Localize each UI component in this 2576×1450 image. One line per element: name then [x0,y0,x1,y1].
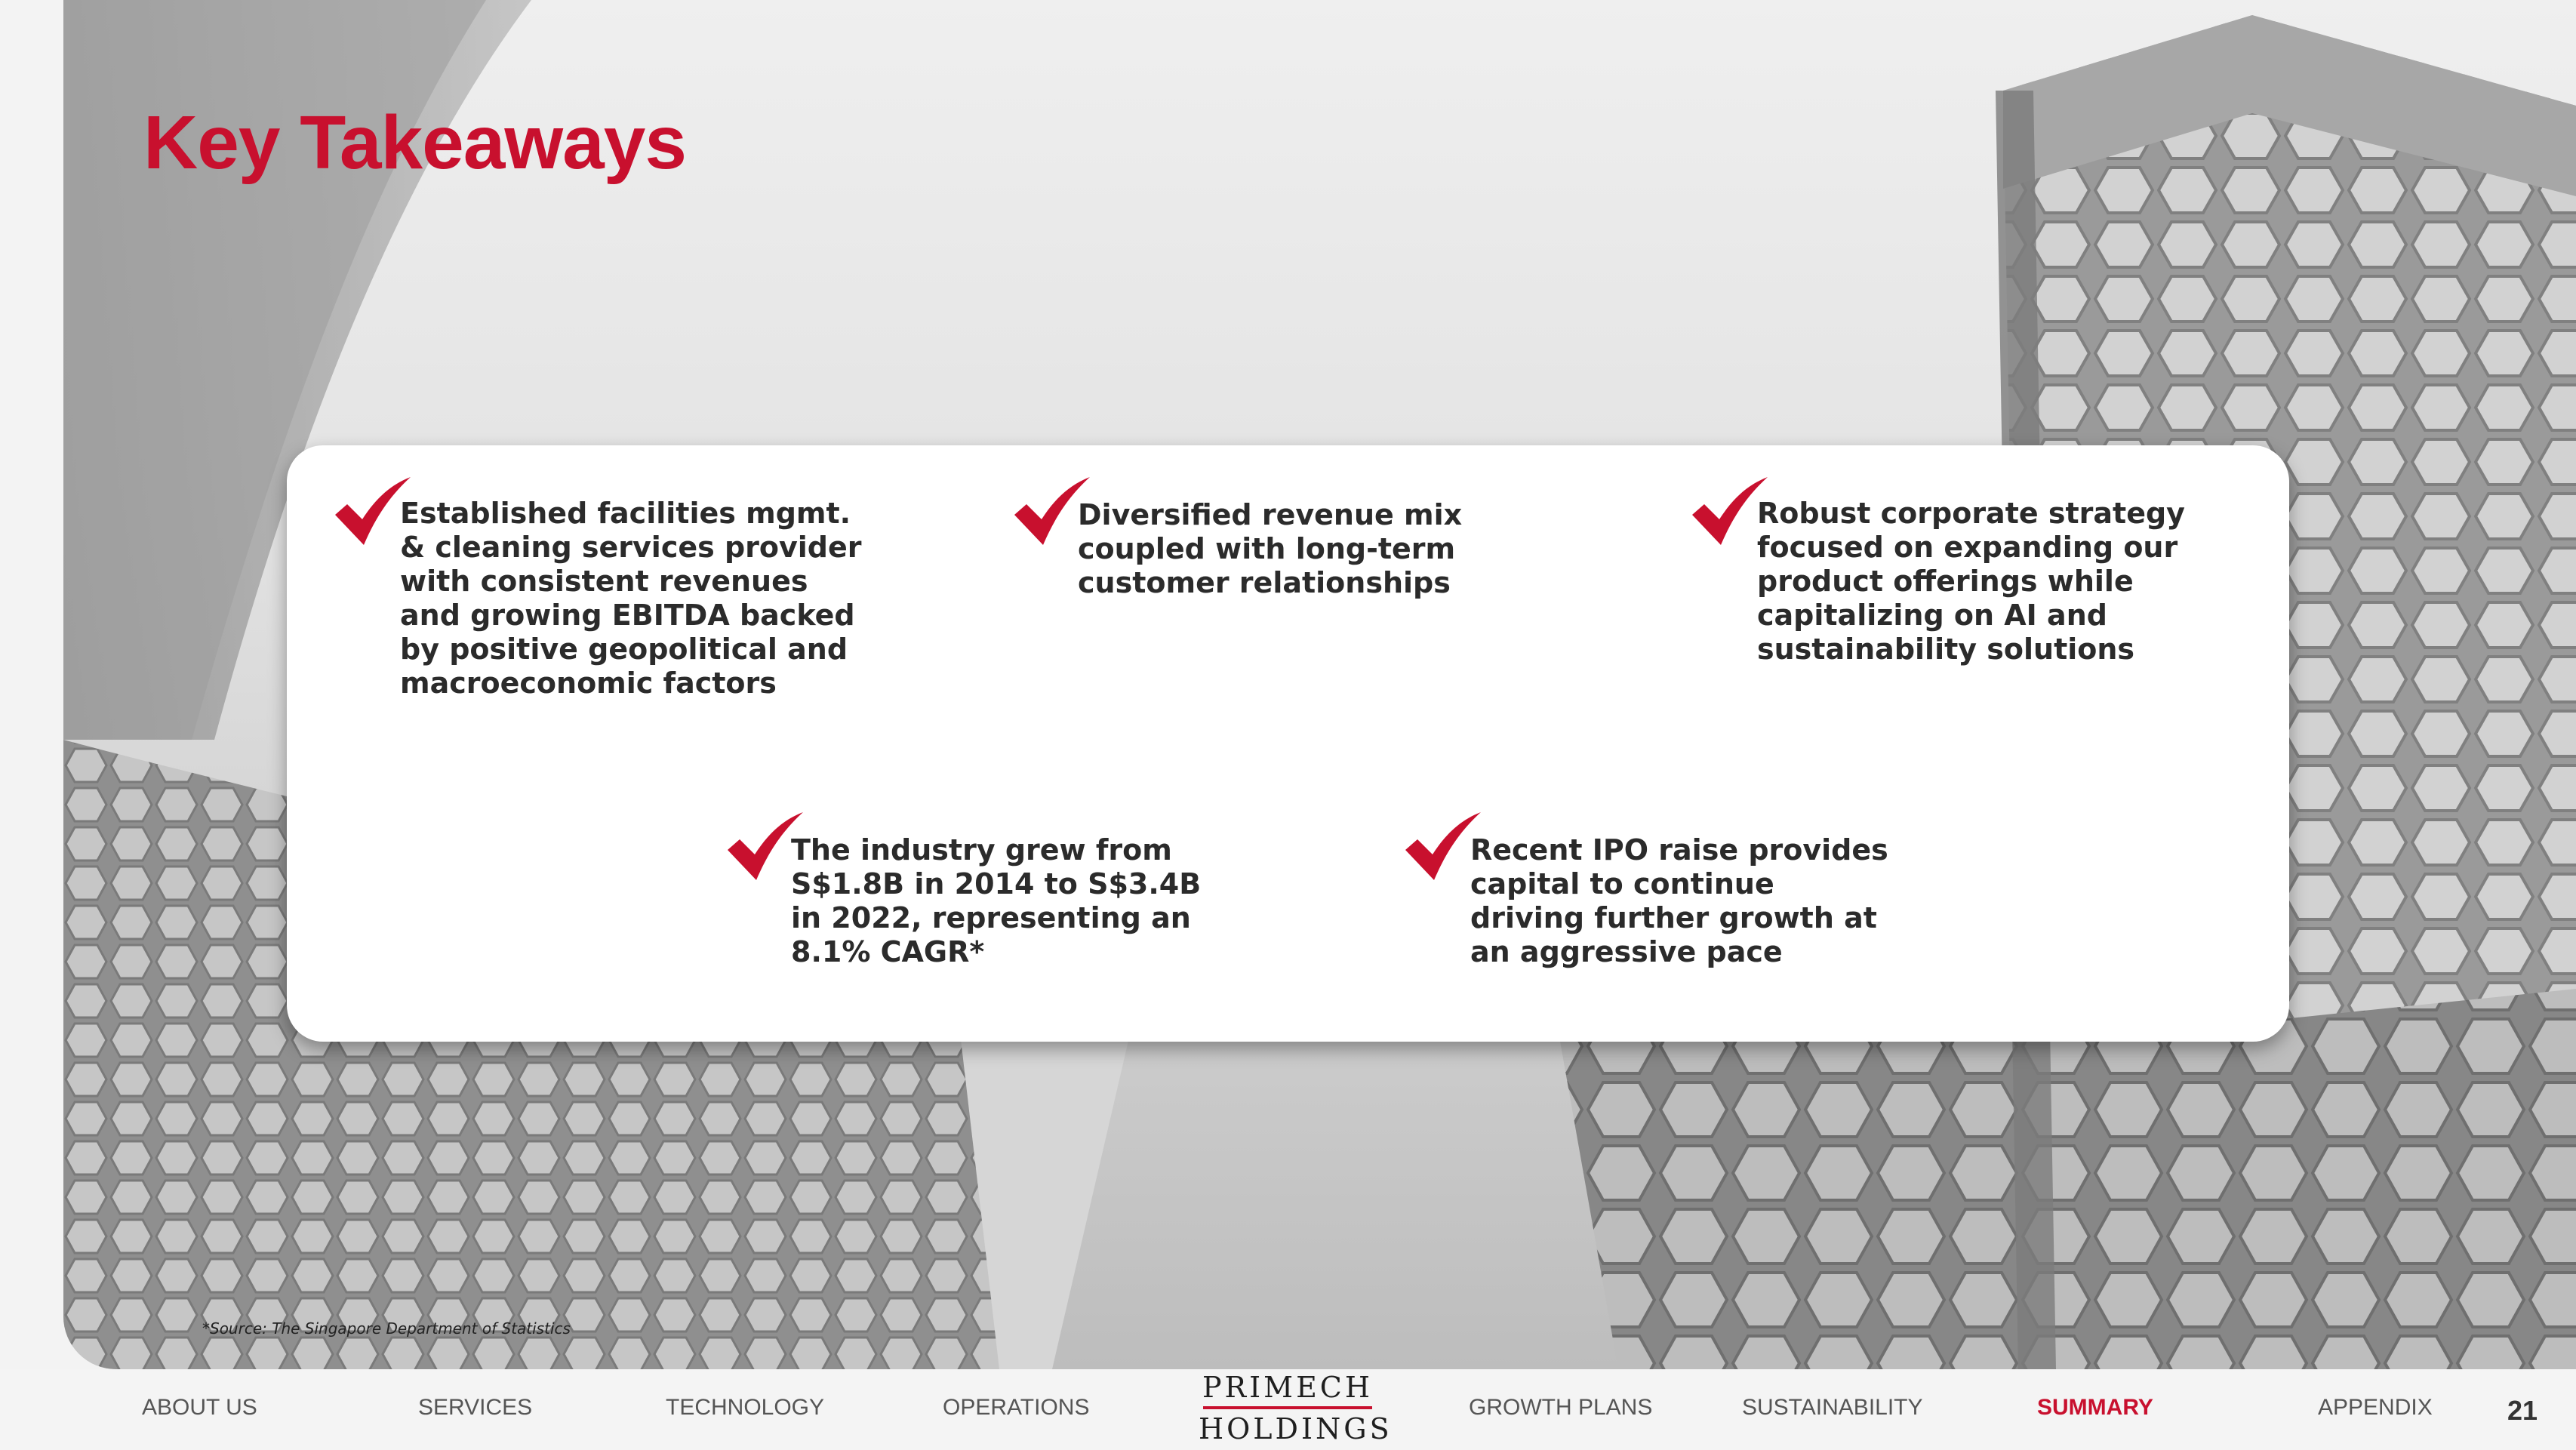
takeaway-text: The industry grew from S$1.8B in 2014 to S$3.4B in 2022, representing an 8.1% CAGR* [791,833,1202,968]
source-footnote: *Source: The Singapore Department of Statistics [202,1319,571,1338]
nav-item-growth-plans[interactable]: GROWTH PLANS [1469,1395,1653,1420]
nav-item-services[interactable]: SERVICES [418,1395,533,1420]
takeaways-card [287,445,2289,1042]
logo-text-primech: PRIMECH [1202,1371,1374,1404]
takeaway-text: Robust corporate strategy focused on expanding our product offerings while capitalizing on AI and sustainability solutions [1757,497,2185,666]
takeaway-text: Established facilities mgmt. & cleaning services provider with consistent revenues and growing EBITDA backed by positive geopolitical and macroeconomic factors [400,497,862,700]
takeaway-text: Recent IPO raise provides capital to continue driving further growth at an aggressive pace [1470,833,1888,968]
nav-item-sustainability[interactable]: SUSTAINABILITY [1742,1395,1923,1420]
logo-text-holdings: HOLDINGS [1199,1412,1393,1445]
page-number: 21 [2507,1395,2538,1426]
company-logo[interactable] [1199,1371,1393,1450]
page-title: Key Takeaways [143,100,686,185]
nav-item-summary[interactable]: SUMMARY [2037,1395,2153,1420]
nav-item-technology[interactable]: TECHNOLOGY [666,1395,825,1420]
nav-item-about-us[interactable]: ABOUT US [142,1395,257,1420]
nav-item-operations[interactable]: OPERATIONS [943,1395,1090,1420]
nav-item-appendix[interactable]: APPENDIX [2318,1395,2433,1420]
takeaway-text: Diversified revenue mix coupled with long-term customer relationships [1078,498,1463,599]
logo-divider [1203,1406,1372,1409]
